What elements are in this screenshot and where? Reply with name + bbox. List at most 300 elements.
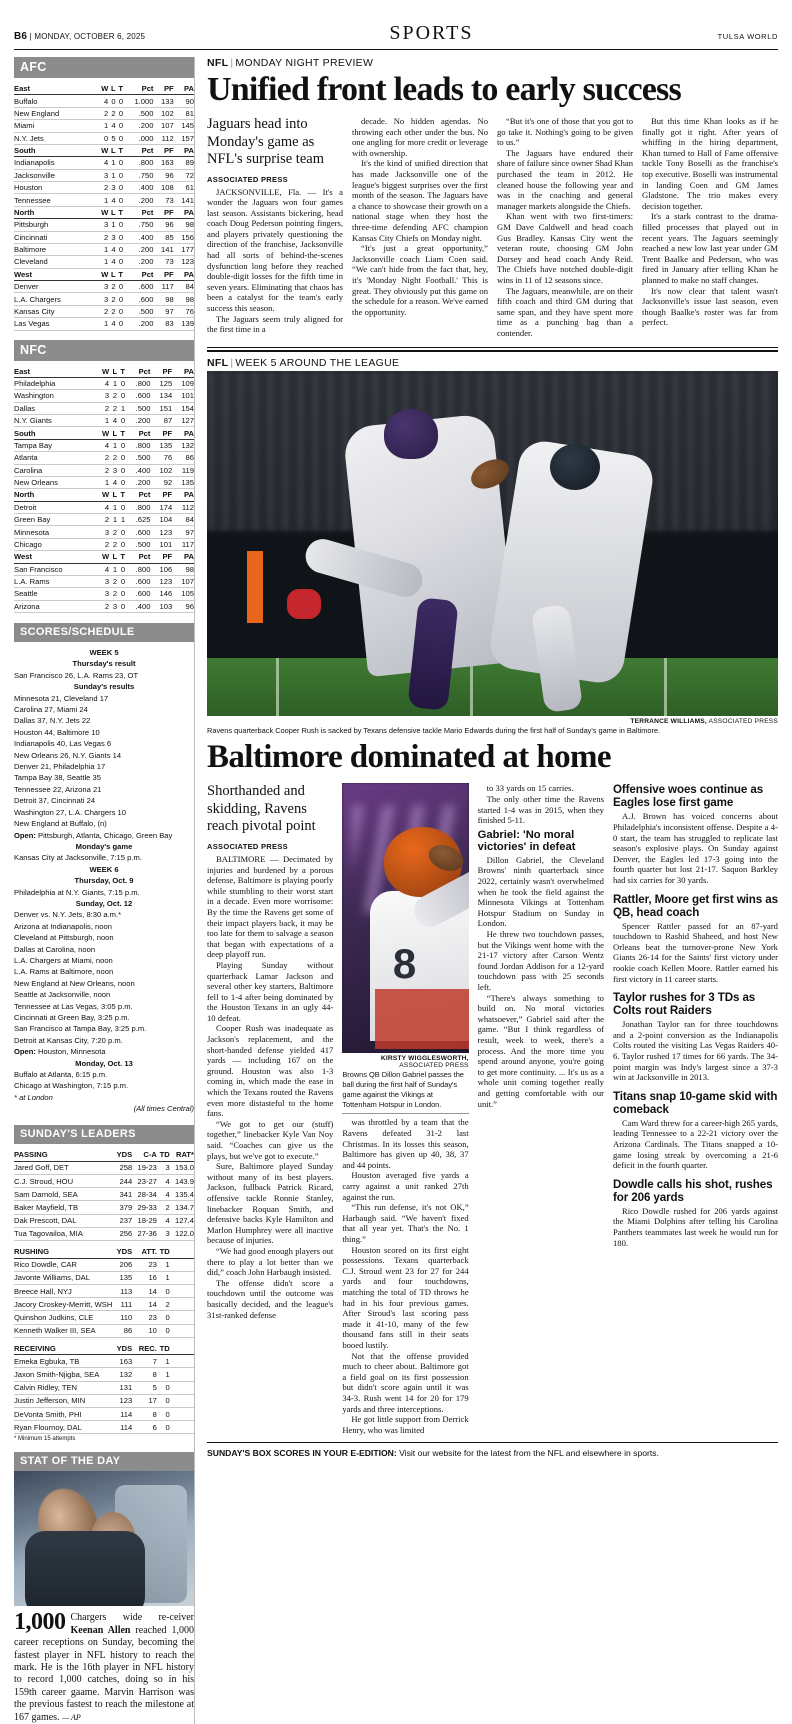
- player-name: Justin Jefferson, MIN: [14, 1394, 112, 1407]
- stat-cell: 1: [157, 1368, 170, 1381]
- schedule-item: Seattle at Jacksonville, noon: [14, 990, 111, 1000]
- nfc-standings-table: [14, 366, 194, 614]
- stat-of-day-text: [14, 1609, 194, 1724]
- schedule-item: Dallas at Carolina, noon: [14, 944, 96, 954]
- team-name: N.Y. Jets: [14, 132, 97, 144]
- stat-cell: 0: [117, 563, 125, 575]
- column-header: PA: [174, 206, 194, 218]
- stat-cell: 14: [132, 1298, 157, 1311]
- paragraph: The Jaguars seem truly aligned for the first time in a: [207, 313, 343, 335]
- column-header: PA: [174, 268, 194, 280]
- stat-cell: 0: [97, 132, 108, 144]
- stat-cell: 109: [172, 377, 194, 389]
- column-header: YDS: [112, 1240, 132, 1258]
- team-name: Buffalo: [14, 95, 97, 107]
- stat-cell: .600: [123, 281, 153, 293]
- schedule-item: Cleveland at Pittsburgh, noon: [14, 933, 114, 943]
- stat-cell: .600: [125, 526, 150, 538]
- column-header: PA: [172, 427, 194, 439]
- division-name: South: [14, 144, 97, 156]
- paragraph: “It's just a great opportunity,” Jacksonville coach Liam Coen said. “We can't hide from the fact that, hey, it's 'Monday Night Football.' This is great. They obviously put this game on the schedule for a reason. We've earned the opportunity.: [352, 243, 488, 317]
- article2-body-3-intro: [478, 783, 604, 825]
- left-rail: [14, 57, 194, 1724]
- brief-headline: Rattler, Moore get first wins as QB, head coach: [612, 892, 778, 919]
- schedule-item: Arizona at Indianapolis, noon: [14, 921, 112, 931]
- paragraph: to 33 yards on 15 carries.: [486, 783, 574, 794]
- stat-cell: 3: [97, 169, 108, 181]
- stat-cell: 0: [116, 120, 123, 132]
- stat-cell: 0: [116, 95, 123, 107]
- player-name: Dak Prescott, DAL: [14, 1214, 112, 1227]
- team-name: Denver: [14, 281, 97, 293]
- spacer-cell: [170, 1368, 194, 1381]
- stat-cell: 2: [157, 1201, 170, 1214]
- schedule-item: Denver vs. N.Y. Jets, 8:30 a.m.*: [14, 910, 122, 920]
- brief-headline: Taylor rushes for 3 TDs as Colts rout Raiders: [612, 991, 756, 1018]
- paragraph: But this time Khan looks as if he finally got it right. After years of whiffing in the hiring department, Khan turned to Hall of Fame offensive tackle Tony Boselli as the franchise's top executive. Boselli was instrumental in landing Coen and GM James Gladstone. The trio makes every decision together.: [642, 116, 778, 211]
- stat-cell: .200: [123, 194, 153, 206]
- stat-cell: 2: [97, 452, 109, 464]
- table-row: [14, 1298, 194, 1311]
- stat-cell: 134.7: [170, 1201, 194, 1214]
- column-header: PF: [150, 551, 172, 563]
- stat-cell: 1: [109, 439, 117, 451]
- stat-cell: 1: [108, 157, 115, 169]
- photo2-jersey-number: 8: [392, 940, 417, 988]
- schedule-item: L.A. Chargers at Miami, noon: [14, 955, 113, 965]
- stat-cell: 0: [116, 132, 123, 144]
- stat-cell: 0: [157, 1311, 170, 1324]
- table-row: [14, 563, 194, 575]
- division-name: East: [14, 366, 97, 378]
- table-row: [14, 1381, 194, 1394]
- stat-cell: 135: [172, 476, 194, 488]
- column-header: TD: [157, 1337, 170, 1355]
- stat-cell: 89: [174, 157, 194, 169]
- stat-cell: .500: [123, 107, 153, 119]
- stat-cell: 5: [108, 132, 115, 144]
- stat-cell: 4: [108, 318, 115, 330]
- stat-cell: 7: [132, 1355, 157, 1368]
- team-name: Detroit: [14, 501, 97, 513]
- stat-cell: .600: [123, 293, 153, 305]
- stat-cell: 0: [116, 293, 123, 305]
- team-name: Cleveland: [14, 256, 97, 268]
- stat-cell: 3: [109, 464, 117, 476]
- spacer-cell: [170, 1421, 194, 1434]
- stat-cell: 112: [153, 132, 173, 144]
- paragraph: BALTIMORE — Decimated by injuries and burdened by a porous defense, Baltimore is playing poorly while stumbling to their worst start in a decade. Even more worrisome: By the time the Ravens get some of their impact players back, it may be too late for them to salvage a season that began with expectations of a deep playoff run.: [207, 853, 334, 960]
- stat-cell: 23: [132, 1311, 157, 1324]
- column-header: T: [117, 427, 125, 439]
- scores-schedule-list: [14, 647, 194, 1115]
- team-name: Carolina: [14, 464, 97, 476]
- paragraph: It's a stark contrast to the drama-filled processes that played out in recent years. The Jaguars seemingly reached a new low last year under GM Trent Baalke and Pederson, who was fired in January after telling Khan he planned to make no staff changes.: [642, 211, 778, 285]
- stat-cell: .500: [123, 305, 153, 317]
- paragraph: It's now clear that talent wasn't Jacksonville's issue last season, even though Baalke's roster was far from perfect.: [642, 285, 778, 328]
- paper-name: TULSA WORLD: [717, 32, 778, 41]
- leaders-category: PASSING: [14, 1149, 112, 1162]
- paragraph: The Jaguars, meanwhile, are on their fifth coach and third GM during that same span, and they have spent more time as a punching bag than a contender.: [497, 285, 633, 338]
- spacer-cell: [170, 1337, 194, 1355]
- stat-cell: 157: [174, 132, 194, 144]
- stat-cell: 96: [172, 600, 194, 612]
- article1-col-1: [207, 116, 343, 338]
- paragraph: He got little support from Derrick Henry, who was limited: [342, 1414, 469, 1435]
- stat-cell: .400: [123, 182, 153, 194]
- leaders-header-row: [14, 1149, 194, 1162]
- article2-subhead: Gabriel: 'No moral victories' in defeat: [477, 828, 576, 853]
- paragraph: Sure, Baltimore played Sunday without many of its best players. Jackson, fullback Patrick Ricard, offensive tackle Ronnie Stanley, linebacker Roquan Smith, and defensive backs Kyle Hamilton and Marlon Humphrey were all inactive because of injuries.: [207, 1161, 334, 1246]
- stat-cell: 85: [153, 231, 173, 243]
- stat-cell: 0: [157, 1381, 170, 1394]
- main-content: [194, 57, 778, 1724]
- stat-cell: .600: [125, 588, 150, 600]
- stat-cell: 0: [116, 219, 123, 231]
- table-row: [14, 501, 194, 513]
- column-header: W: [97, 427, 109, 439]
- schedule-item: Philadelphia at N.Y. Giants, 7:15 p.m.: [14, 887, 140, 897]
- brief-headline: Dowdle calls his shot, rushes for 206 yards: [612, 1177, 773, 1204]
- stat-cell: 0: [117, 588, 125, 600]
- table-row: [14, 231, 194, 243]
- team-name: New England: [14, 107, 97, 119]
- stat-cell: 135: [112, 1271, 132, 1284]
- leaders-header-row: [14, 1337, 194, 1355]
- schedule-item: Cincinnati at Green Bay, 3:25 p.m.: [14, 1013, 130, 1022]
- player-name: Breece Hall, NYJ: [14, 1284, 112, 1297]
- photo-pylon: [247, 551, 263, 623]
- column-header: L: [108, 83, 115, 95]
- stat-cell: .500: [125, 452, 150, 464]
- photo2-pants: [375, 989, 468, 1049]
- schedule-item: San Francisco at Tampa Bay, 3:25 p.m.: [14, 1024, 147, 1034]
- team-name: L.A. Rams: [14, 575, 97, 587]
- stat-cell: 98: [174, 293, 194, 305]
- column-header: REC.: [132, 1337, 157, 1355]
- table-row: [14, 157, 194, 169]
- stat-cell: 2: [109, 390, 117, 402]
- stat-cell: 73: [153, 256, 173, 268]
- stat-of-day-number: 1,000: [14, 1609, 66, 1636]
- article1-columns: [207, 116, 778, 338]
- table-row: [14, 1161, 194, 1174]
- stat-cell: 0: [116, 243, 123, 255]
- column-header: PF: [153, 83, 173, 95]
- stat-cell: .400: [125, 464, 150, 476]
- team-name: Atlanta: [14, 452, 97, 464]
- article2-second-photo: [342, 783, 468, 1053]
- stat-cell: 0: [117, 377, 125, 389]
- stat-cell: .500: [125, 402, 150, 414]
- schedule-open-teams: Open: Pittsburgh, Atlanta, Chicago, Green Bay: [14, 830, 173, 840]
- schedule-day-header: Monday, Oct. 13: [75, 1058, 133, 1068]
- article2-body-1: [207, 854, 333, 1320]
- stat-cell: 4: [97, 377, 109, 389]
- article2-photo-credit: [207, 716, 778, 725]
- table-row: [14, 526, 194, 538]
- team-name: New Orleans: [14, 476, 97, 488]
- schedule-item: Washington 27, L.A. Chargers 10: [14, 807, 127, 817]
- team-name: Cincinnati: [14, 231, 97, 243]
- article1-byline: ASSOCIATED PRESS: [207, 174, 288, 184]
- leaders-category: RECEIVING: [14, 1337, 112, 1355]
- stat-cell: 206: [112, 1258, 132, 1271]
- article2-kicker-text: WEEK 5 AROUND THE LEAGUE: [235, 357, 400, 370]
- team-name: Jacksonville: [14, 169, 97, 181]
- stat-cell: 3: [157, 1227, 170, 1240]
- stat-cell: 0: [117, 476, 125, 488]
- team-name: Chicago: [14, 538, 97, 550]
- schedule-item: New Orleans 26, N.Y. Giants 14: [14, 750, 122, 760]
- column-header: PF: [153, 206, 173, 218]
- article1-kicker-brand: NFL: [207, 57, 229, 69]
- stat-cell: 16: [132, 1271, 157, 1284]
- division-name: West: [14, 268, 97, 280]
- stat-cell: 0: [117, 464, 125, 476]
- schedule-day-header: Sunday's results: [73, 682, 135, 692]
- nfc-standings-header: NFC: [14, 340, 194, 361]
- stat-cell: 90: [174, 95, 194, 107]
- photo-helmet-texans: [550, 444, 600, 490]
- table-row: [14, 1284, 194, 1297]
- column-header: T: [117, 366, 125, 378]
- stat-cell: 2: [97, 402, 109, 414]
- leaders-category: RUSHING: [14, 1240, 112, 1258]
- schedule-day-header: Monday's game: [75, 841, 133, 851]
- column-header: TD: [157, 1240, 170, 1258]
- column-header: PF: [153, 268, 173, 280]
- article1-body-4: [642, 116, 778, 328]
- division-header-row: [14, 489, 194, 501]
- stat-cell: .200: [125, 476, 150, 488]
- spacer-cell: [170, 1240, 194, 1258]
- table-row: [14, 1175, 194, 1188]
- stat-cell: 146: [150, 588, 172, 600]
- stat-cell: 92: [150, 476, 172, 488]
- stat-cell: 1: [117, 514, 125, 526]
- schedule-item: Dallas 37, N.Y. Jets 22: [14, 716, 91, 726]
- stat-cell: 23-27: [132, 1175, 157, 1188]
- player-name: Tua Tagovailoa, MIA: [14, 1227, 112, 1240]
- stat-of-day-photo: [14, 1471, 194, 1606]
- stat-cell: 1: [157, 1355, 170, 1368]
- stat-cell: 102: [153, 107, 173, 119]
- stat-cell: 17: [132, 1394, 157, 1407]
- stat-cell: 103: [150, 600, 172, 612]
- stat-cell: 0: [108, 95, 115, 107]
- stat-cell: 111: [112, 1298, 132, 1311]
- player-name: Jaxon Smith-Njigba, SEA: [14, 1368, 112, 1381]
- spacer-cell: [170, 1284, 194, 1297]
- division-header-row: [14, 551, 194, 563]
- table-row: [14, 600, 194, 612]
- stat-cell: 1: [97, 194, 108, 206]
- team-name: L.A. Chargers: [14, 293, 97, 305]
- stat-cell: 107: [153, 120, 173, 132]
- article1-kicker-text: MONDAY NIGHT PREVIEW: [235, 57, 374, 69]
- article2-kicker-brand: NFL: [207, 357, 229, 370]
- column-header: T: [116, 206, 123, 218]
- photo2-credit-photographer: KIRSTY WIGGLESWORTH,: [380, 1055, 469, 1063]
- column-header: Pct: [123, 268, 153, 280]
- team-name: Tampa Bay: [14, 439, 97, 451]
- spacer-cell: [170, 1311, 194, 1324]
- stat-cell: 98: [174, 219, 194, 231]
- brief-body: Jonathan Taylor ran for three touchdowns and a 2-point conversion as the Indianapolis Colts routed the visiting Las Vegas Raiders 40-6. Taylor rushed 17 times for 66 yards. The 34-point margin was Indy's largest since a 37-3 win at Jacksonville in 2013.: [612, 1019, 778, 1083]
- table-row: [14, 305, 194, 317]
- stat-cell: 0: [116, 182, 123, 194]
- stat-cell: 141: [153, 243, 173, 255]
- stat-cell: 0: [116, 194, 123, 206]
- photo-credit-photographer: TERRANCE WILLIAMS,: [630, 718, 707, 726]
- brief-headline: Titans snap 10-game skid with comeback: [612, 1089, 778, 1116]
- stat-cell: 123: [150, 526, 172, 538]
- column-header: YDS: [112, 1149, 132, 1162]
- stat-cell: 341: [112, 1188, 132, 1201]
- team-name: Las Vegas: [14, 318, 97, 330]
- schedule-open-teams: Open: Houston, Minnesota: [14, 1047, 106, 1057]
- stat-cell: 119: [172, 464, 194, 476]
- leaders-footnote: * Minimum 15 attempts: [14, 1436, 76, 1443]
- player-name: Rico Dowdle, CAR: [14, 1258, 112, 1271]
- column-header: L: [109, 366, 117, 378]
- article2-col-2: [342, 783, 468, 1435]
- stat-cell: .000: [123, 132, 153, 144]
- table-row: [14, 107, 194, 119]
- photo-yardline: [470, 658, 473, 716]
- afc-standings-header: AFC: [14, 57, 194, 78]
- table-row: [14, 476, 194, 488]
- stat-cell: 105: [172, 588, 194, 600]
- stat-cell: .750: [123, 169, 153, 181]
- stat-cell: .600: [125, 575, 150, 587]
- stat-cell: 6: [132, 1421, 157, 1434]
- team-name: Philadelphia: [14, 377, 97, 389]
- schedule-item: Chicago at Washington, 7:15 p.m.: [14, 1081, 129, 1091]
- division-header-row: [14, 83, 194, 95]
- stat-cell: 1: [109, 377, 117, 389]
- table-row: [14, 1311, 194, 1324]
- spacer-cell: [170, 1258, 194, 1271]
- column-header: Pct: [123, 83, 153, 95]
- table-row: [14, 588, 194, 600]
- photo-credit-agency: ASSOCIATED PRESS: [706, 718, 778, 726]
- table-row: [14, 377, 194, 389]
- stat-cell: 2: [108, 305, 115, 317]
- column-header: PA: [172, 366, 194, 378]
- stat-cell: .200: [123, 318, 153, 330]
- stat-cell: 4: [97, 439, 109, 451]
- team-name: Seattle: [14, 588, 97, 600]
- leaders-table: [14, 1149, 194, 1435]
- stat-cell: 2: [108, 107, 115, 119]
- stat-cell: 0: [117, 501, 125, 513]
- team-name: San Francisco: [14, 563, 97, 575]
- table-row: [14, 132, 194, 144]
- stat-cell: .750: [123, 219, 153, 231]
- paragraph: “We got to get our (stuff) together,” linebacker Kyle Van Noy said. “Coaches can give us the plays, but we've got to execute.”: [207, 1118, 334, 1161]
- stat-cell: 96: [153, 219, 173, 231]
- schedule-item: Kansas City at Jacksonville, 7:15 p.m.: [14, 853, 142, 863]
- paragraph: He threw two touchdown passes, but the Vikings went home with the 21-17 victory after Carson Wentz found Jordan Addison for a 12-yard touchdown pass with 25 seconds left.: [477, 929, 604, 992]
- table-row: [14, 120, 194, 132]
- division-name: East: [14, 83, 97, 95]
- stat-cell: 0: [116, 305, 123, 317]
- stat-cell: 117: [153, 281, 173, 293]
- stat-cell: 108: [153, 182, 173, 194]
- spacer-cell: [170, 1324, 194, 1337]
- player-name: Quinshon Judkins, CLE: [14, 1311, 112, 1324]
- stat-cell: 4: [157, 1214, 170, 1227]
- stat-cell: 1: [108, 169, 115, 181]
- schedule-item: New England at New Orleans, noon: [14, 978, 135, 988]
- table-row: [14, 243, 194, 255]
- stat-cell: 143.9: [170, 1175, 194, 1188]
- stat-cell: 4: [109, 415, 117, 427]
- paragraph: Khan went with two first-timers: GM Dave Caldwell and head coach Gus Bradley. Kansas City went the veteran route, choosing GM John Dorsey and head coach Andy Reid. The Chiefs have notched double-digit wins in 11 of 12 seasons since.: [497, 211, 633, 285]
- masthead-rule: [14, 49, 778, 50]
- stat-cell: 131: [112, 1381, 132, 1394]
- stat-cell: 86: [112, 1324, 132, 1337]
- stat-cell: 127: [172, 415, 194, 427]
- table-row: [14, 1355, 194, 1368]
- stat-cell: 4: [157, 1175, 170, 1188]
- stat-cell: 4: [157, 1188, 170, 1201]
- stat-cell: .600: [125, 390, 150, 402]
- stat-cell: .800: [125, 563, 150, 575]
- spacer-cell: [170, 1381, 194, 1394]
- division-header-row: [14, 427, 194, 439]
- team-name: N.Y. Giants: [14, 415, 97, 427]
- edition-promo: [207, 1442, 778, 1458]
- schedule-item: Tennessee 22, Arizona 21: [14, 784, 102, 794]
- stat-cell: 127.4: [170, 1214, 194, 1227]
- paragraph: Not that the offense provided much to cheer about. Baltimore got a field goal on its first possession but didn't score again until it was 34-3. Rush went 14 for 20 for 179 yards and three interceptions.: [342, 1350, 469, 1414]
- column-header: W: [97, 206, 108, 218]
- stat-cell: 106: [150, 563, 172, 575]
- column-header: T: [117, 551, 125, 563]
- stat-cell: 0: [117, 600, 125, 612]
- stat-cell: 14: [132, 1284, 157, 1297]
- stat-cell: 2: [109, 538, 117, 550]
- schedule-item: Buffalo at Atlanta, 6:15 p.m.: [14, 1070, 108, 1080]
- stat-cell: 1: [97, 476, 109, 488]
- column-header: W: [97, 268, 108, 280]
- table-row: [14, 1421, 194, 1434]
- table-row: [14, 390, 194, 402]
- stat-cell: 156: [174, 231, 194, 243]
- stat-cell: 4: [108, 256, 115, 268]
- column-header: Pct: [125, 427, 150, 439]
- paragraph: Houston scored on its first eight possessions. Texans quarterback C.J. Stroud went 23 for 27 for 244 yards and four touchdowns, matching the total of TD throws he had in his four previous games. After Stroud's last scoring pass made it 41-10, many of the few thousand fans still in their seats booed lustily.: [342, 1244, 469, 1350]
- stat-cell: .800: [125, 439, 150, 451]
- schedule-day-header: Thursday, Oct. 9: [74, 876, 134, 886]
- article2-col-3: [478, 783, 604, 1435]
- article1-col-4: [642, 116, 778, 338]
- stat-cell: 98: [172, 563, 194, 575]
- photo-turf: [207, 658, 778, 716]
- stat-cell: 123: [150, 575, 172, 587]
- division-name: North: [14, 206, 97, 218]
- article2-kicker: [207, 357, 778, 371]
- column-header: PA: [172, 489, 194, 501]
- column-header: L: [109, 427, 117, 439]
- stat-cell: 0: [117, 439, 125, 451]
- column-header: YDS: [112, 1337, 132, 1355]
- article2-divider: [207, 347, 778, 352]
- photo-yardline: [276, 658, 279, 716]
